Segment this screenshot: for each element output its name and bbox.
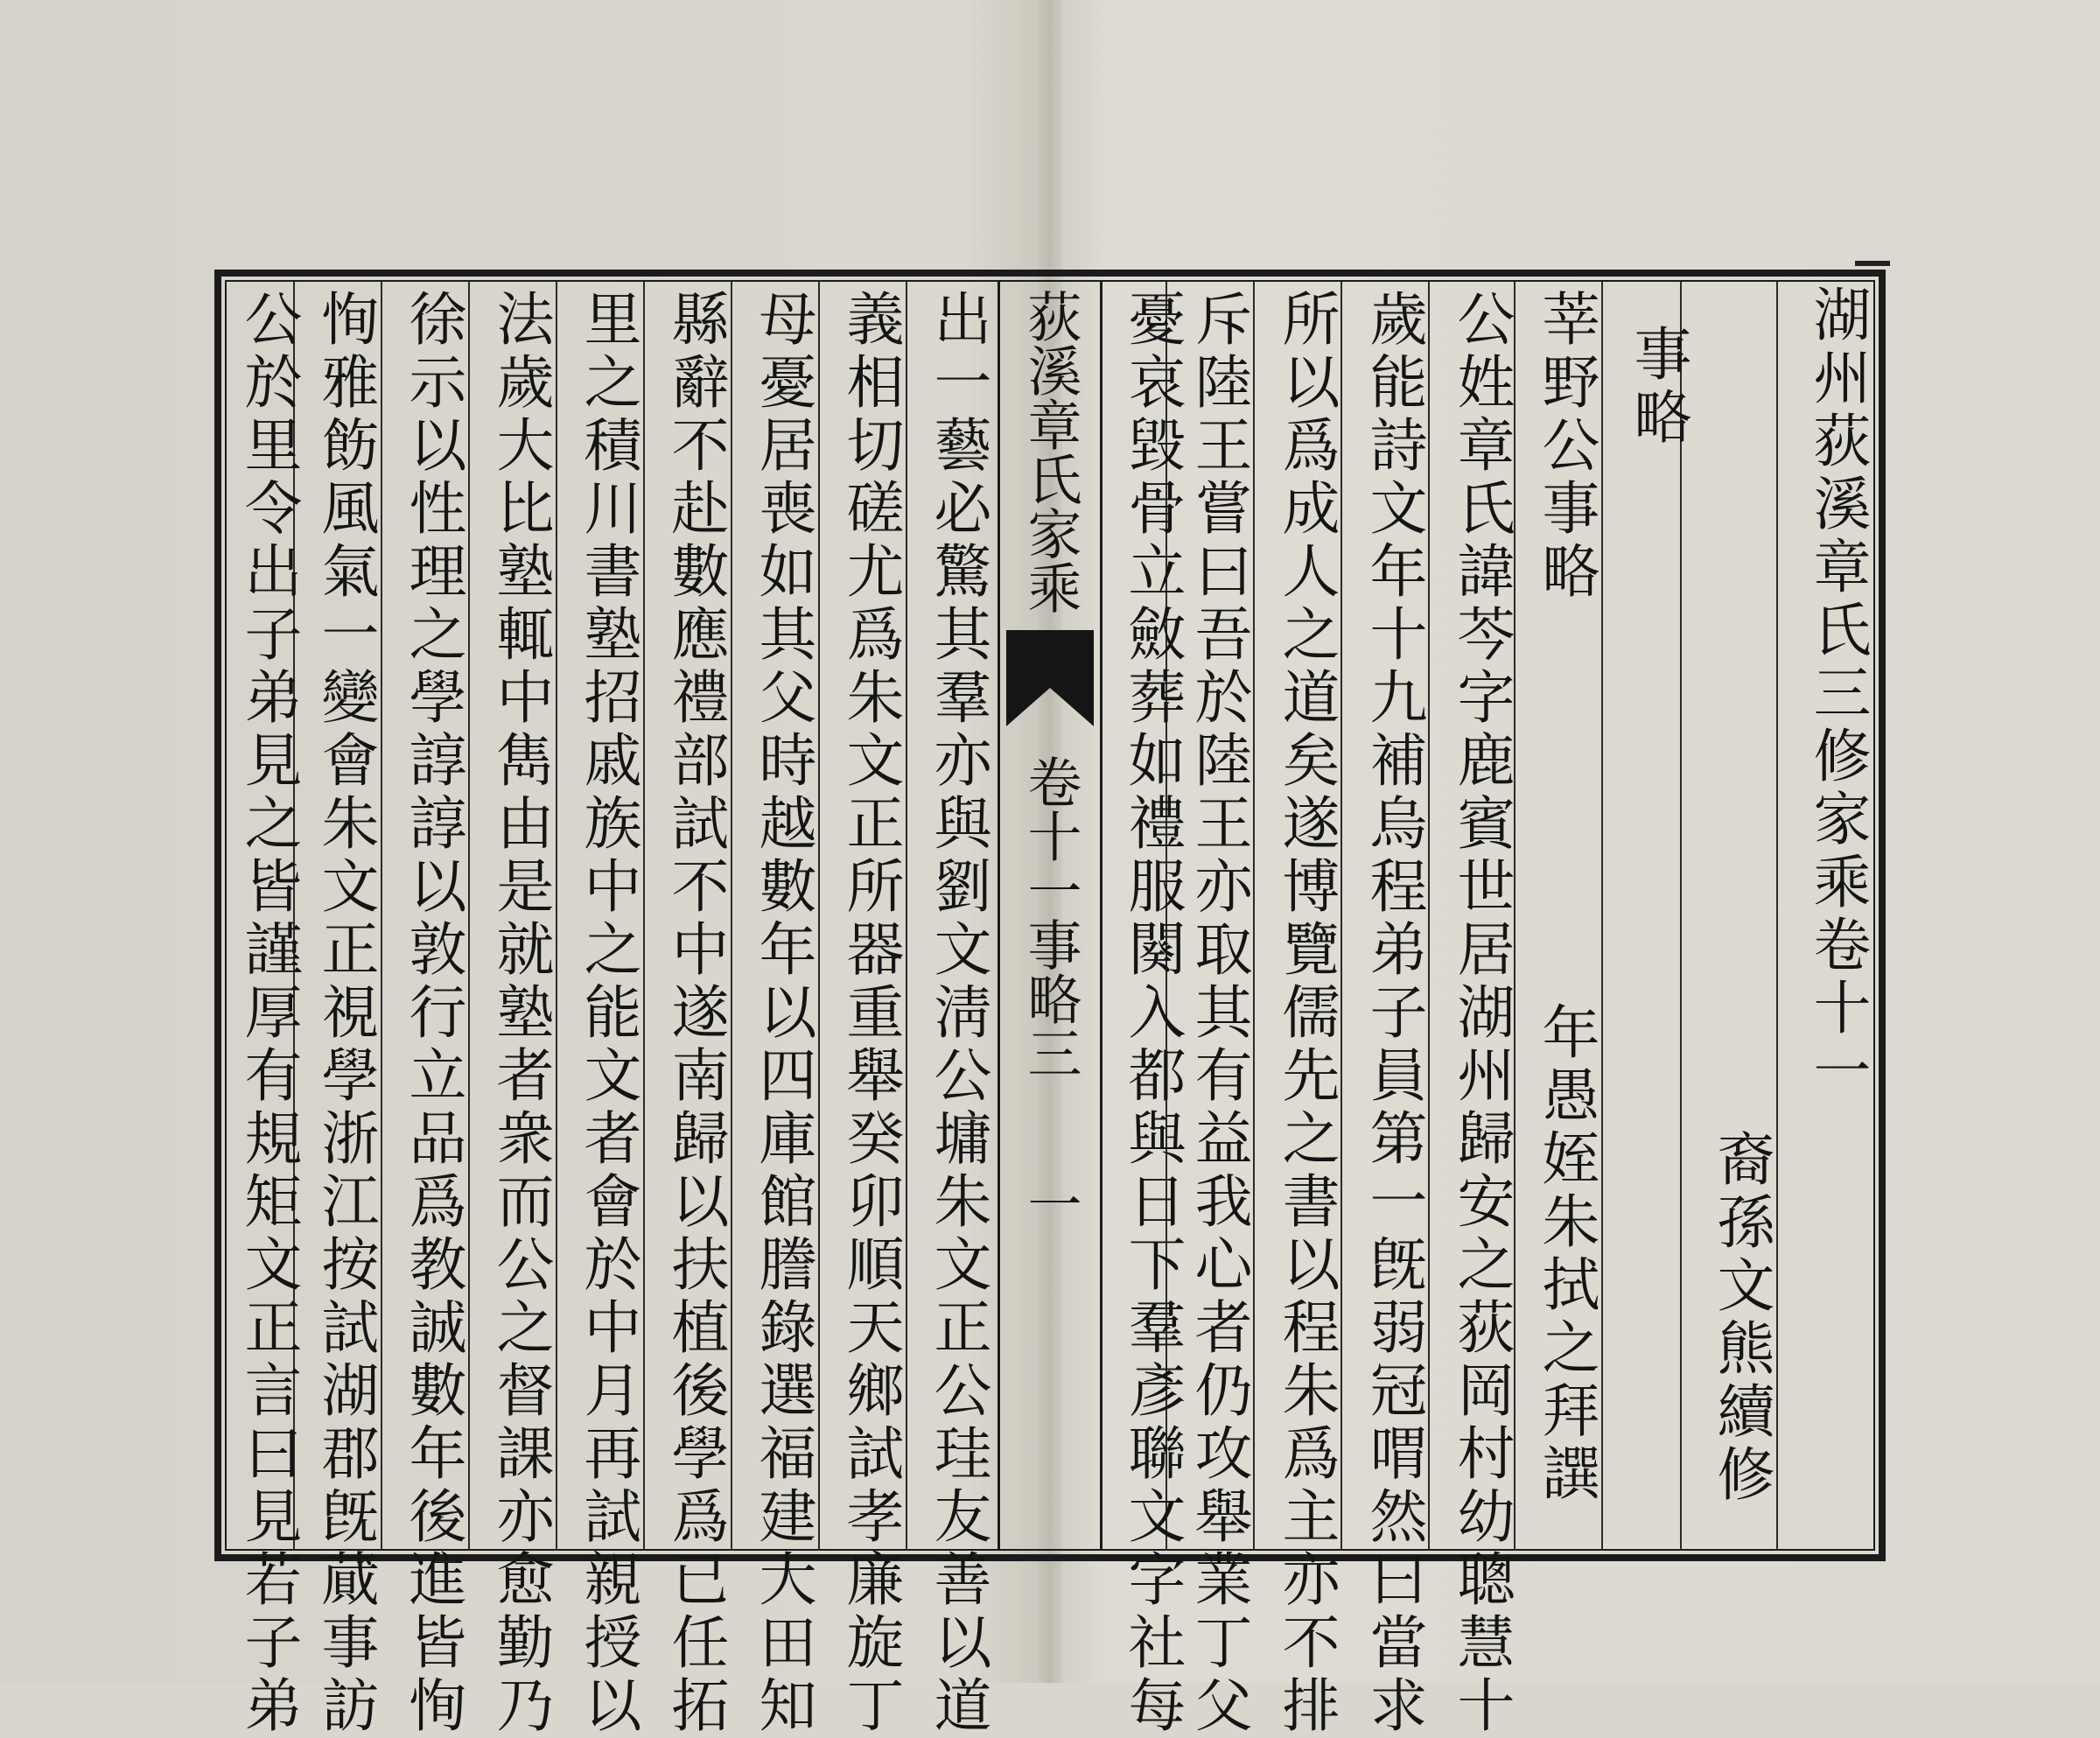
book-title: 荻溪章氏家乘 [1018, 289, 1082, 614]
body-column: 縣辭不赴數應禮部試不中遂南歸以扶植後學爲已任拓 [662, 289, 729, 1738]
body-column: 斥陸王嘗曰吾於陸王亦取其有益我心者仍攻舉業丁父 [1185, 289, 1252, 1738]
body-column: 公姓章氏諱芩字鹿賓世居湖州歸安之荻岡村幼聰慧十 [1447, 289, 1515, 1738]
compiler-credit: 裔孫文熊續修 [1707, 1129, 1774, 1507]
body-column: 歲能詩文年十九補烏程弟子員第一旣弱冠喟然曰當求 [1360, 289, 1427, 1738]
body-column: 法歲大比塾輒中雋由是就塾者衆而公之督課亦愈勤乃 [486, 289, 554, 1738]
center-column-text [1015, 289, 1085, 1540]
volume-title: 湖州荻溪章氏三修家乘卷十一 [1803, 284, 1871, 1104]
body-column: 母憂居喪如其父時越數年以四庫館謄錄選福建大田知 [749, 289, 816, 1738]
page-number: 一 [1018, 1176, 1082, 1230]
corner-mark [1855, 261, 1890, 266]
body-column: 徐示以性理之學諄諄以敦行立品爲教誠數年後進皆恂 [399, 289, 466, 1738]
section-heading: 事略 [1624, 324, 1691, 450]
author-credit: 年愚姪朱拭之拜譔 [1532, 1002, 1600, 1506]
body-column: 義相切磋尤爲朱文正所器重舉癸卯順天鄉試孝廉旋丁 [836, 289, 904, 1738]
body-column: 所以爲成人之道矣遂博覽儒先之書以程朱爲主亦不排 [1272, 289, 1340, 1738]
body-column: 恂雅飭風氣一變會朱文正視學浙江按試湖郡旣蕆事訪 [312, 289, 379, 1738]
body-column: 公於里令出子弟見之皆謹厚有規矩文正言曰見若子弟 [234, 289, 302, 1738]
body-column: 里之積川書塾招戚族中之能文者會於中月再試親授以 [574, 289, 641, 1738]
article-title-text: 莘野公事略 [1532, 289, 1600, 604]
chapter-label: 卷十一事略三 [1018, 754, 1082, 1080]
body-column: 憂哀毀骨立斂葬如禮服闋入都與日下羣彥聯文字社每 [1118, 289, 1186, 1738]
body-column: 出一藝必驚其羣亦與劉文淸公墉朱文正公珪友善以道 [924, 289, 991, 1738]
